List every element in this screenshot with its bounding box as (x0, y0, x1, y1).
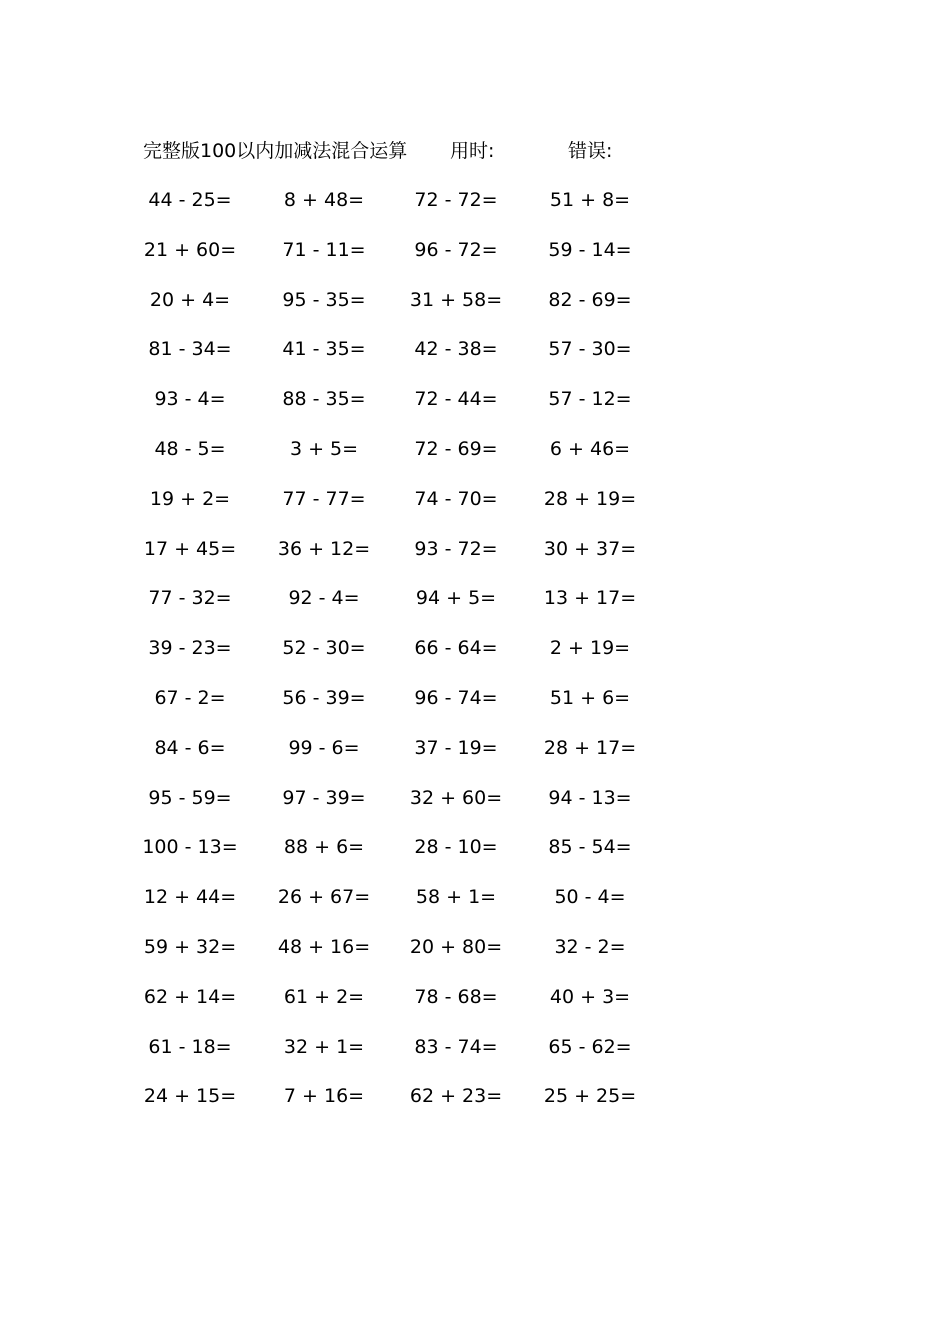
math-problem: 25 + 25= (543, 1085, 637, 1108)
math-problem: 94 - 13= (548, 786, 632, 809)
problem-row (0, 683, 950, 733)
math-problem: 92 - 4= (288, 587, 360, 610)
math-problem: 74 - 70= (414, 487, 498, 510)
math-problem: 26 + 67= (277, 886, 371, 909)
math-problem: 17 + 45= (143, 537, 237, 560)
problem-row (0, 1081, 950, 1131)
math-problem: 42 - 38= (414, 338, 498, 361)
problem-row (0, 334, 950, 384)
math-problem: 57 - 12= (548, 388, 632, 411)
math-problem: 20 + 4= (149, 288, 231, 311)
worksheet-title: 完整版100以内加减法混合运算 (143, 140, 408, 162)
math-problem: 84 - 6= (154, 736, 226, 759)
math-problem: 40 + 3= (549, 985, 631, 1008)
math-problem: 28 + 19= (543, 487, 637, 510)
problem-row (0, 882, 950, 932)
math-problem: 78 - 68= (414, 985, 498, 1008)
math-problem: 93 - 72= (414, 537, 498, 560)
math-problem: 51 + 8= (549, 189, 631, 211)
math-problem: 67 - 2= (154, 686, 226, 709)
math-problem: 41 - 35= (282, 338, 366, 361)
math-problem: 72 - 72= (414, 189, 498, 211)
math-problem: 59 - 14= (548, 238, 632, 261)
math-problem: 61 + 2= (283, 985, 365, 1008)
errors-label: 错误: (568, 140, 613, 162)
math-problem: 83 - 74= (414, 1035, 498, 1058)
math-problem: 56 - 39= (282, 686, 366, 709)
problem-row (0, 185, 950, 235)
math-problem: 62 + 23= (409, 1085, 503, 1108)
math-problem: 28 + 17= (543, 736, 637, 759)
math-problem: 77 - 77= (282, 487, 366, 510)
math-problem: 2 + 19= (549, 637, 631, 660)
math-problem: 52 - 30= (282, 637, 366, 660)
math-problem: 88 + 6= (283, 836, 365, 859)
math-problem: 96 - 74= (414, 686, 498, 709)
math-problem: 28 - 10= (414, 836, 498, 859)
math-problem: 94 + 5= (415, 587, 497, 610)
problem-row (0, 733, 950, 783)
math-problem: 44 - 25= (148, 189, 232, 211)
math-problem: 72 - 69= (414, 437, 498, 460)
math-problem: 95 - 59= (148, 786, 232, 809)
math-problem: 58 + 1= (415, 886, 497, 909)
math-problem: 39 - 23= (148, 637, 232, 660)
math-problem: 32 + 60= (409, 786, 503, 809)
problem-grid (0, 185, 950, 1131)
math-problem: 93 - 4= (154, 388, 226, 411)
math-problem: 88 - 35= (282, 388, 366, 411)
math-problem: 21 + 60= (143, 238, 237, 261)
problem-row (0, 633, 950, 683)
math-problem: 6 + 46= (549, 437, 631, 460)
math-problem: 59 + 32= (143, 935, 237, 958)
math-problem: 30 + 37= (543, 537, 637, 560)
math-problem: 37 - 19= (414, 736, 498, 759)
math-problem: 50 - 4= (554, 886, 626, 909)
math-problem: 48 + 16= (277, 935, 371, 958)
problem-row (0, 1032, 950, 1082)
problem-row (0, 235, 950, 285)
math-problem: 24 + 15= (143, 1085, 237, 1108)
math-problem: 97 - 39= (282, 786, 366, 809)
math-problem: 82 - 69= (548, 288, 632, 311)
math-problem: 36 + 12= (277, 537, 371, 560)
math-problem: 96 - 72= (414, 238, 498, 261)
math-problem: 100 - 13= (142, 836, 238, 859)
math-problem: 8 + 48= (283, 189, 365, 211)
math-problem: 72 - 44= (414, 388, 498, 411)
math-problem: 57 - 30= (548, 338, 632, 361)
problem-row (0, 285, 950, 335)
math-problem: 65 - 62= (548, 1035, 632, 1058)
math-problem: 31 + 58= (409, 288, 503, 311)
math-problem: 66 - 64= (414, 637, 498, 660)
math-problem: 81 - 34= (148, 338, 232, 361)
problem-row (0, 982, 950, 1032)
problem-row (0, 384, 950, 434)
time-used-label: 用时: (450, 140, 495, 162)
math-problem: 13 + 17= (543, 587, 637, 610)
problem-row (0, 783, 950, 833)
math-problem: 12 + 44= (143, 886, 237, 909)
math-problem: 3 + 5= (289, 437, 359, 460)
math-problem: 71 - 11= (282, 238, 366, 261)
problem-row (0, 932, 950, 982)
math-problem: 19 + 2= (149, 487, 231, 510)
math-problem: 51 + 6= (549, 686, 631, 709)
math-problem: 20 + 80= (409, 935, 503, 958)
math-problem: 99 - 6= (288, 736, 360, 759)
math-problem: 95 - 35= (282, 288, 366, 311)
math-problem: 32 + 1= (283, 1035, 365, 1058)
math-problem: 62 + 14= (143, 985, 237, 1008)
problem-row (0, 534, 950, 584)
problem-row (0, 434, 950, 484)
problem-row (0, 832, 950, 882)
worksheet-header (0, 136, 950, 166)
math-problem: 7 + 16= (283, 1085, 365, 1108)
problem-row (0, 583, 950, 633)
math-problem: 61 - 18= (148, 1035, 232, 1058)
math-problem: 77 - 32= (148, 587, 232, 610)
math-problem: 85 - 54= (548, 836, 632, 859)
math-problem: 32 - 2= (554, 935, 626, 958)
problem-row (0, 484, 950, 534)
math-problem: 48 - 5= (154, 437, 226, 460)
